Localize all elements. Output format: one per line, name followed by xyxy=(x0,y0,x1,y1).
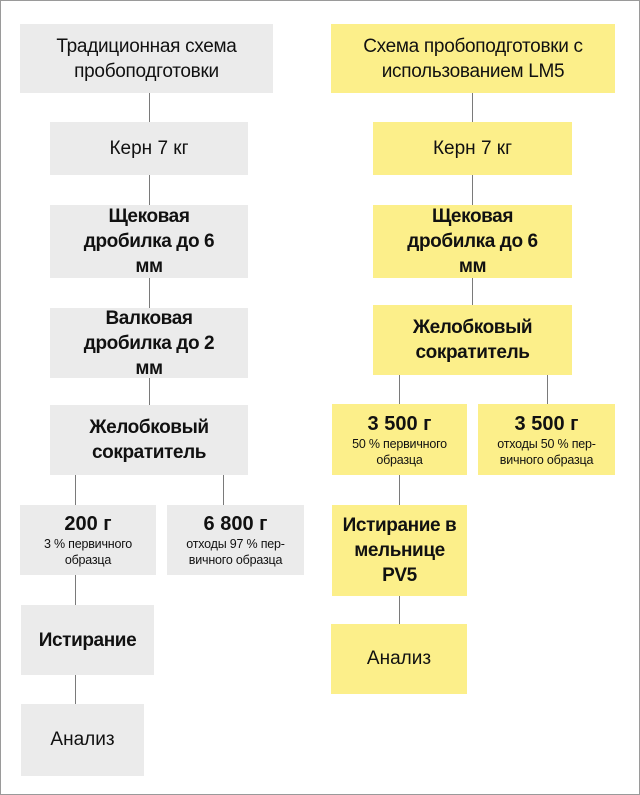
connector xyxy=(472,93,473,122)
connector xyxy=(75,575,76,605)
jaw-crusher-label: Щековая дробилка до 6 мм xyxy=(83,206,215,277)
analysis-label: Анализ xyxy=(366,648,432,669)
waste-note: отходы 50 % пер-вичного образца xyxy=(497,436,596,467)
waste-mass: 6 800 г xyxy=(203,513,268,535)
connector xyxy=(399,596,400,624)
connector xyxy=(149,93,150,122)
lm5-title-text: Схема пробоподготовки с использованием LM5 xyxy=(363,35,583,82)
connector xyxy=(75,675,76,704)
lm5-sample-box xyxy=(332,404,467,475)
riffle-splitter-label: Желобковый сократитель xyxy=(412,317,533,363)
connector xyxy=(149,175,150,205)
traditional-title-text: Традиционная схема пробоподготовки xyxy=(56,35,237,82)
lm5-riffle-splitter-box xyxy=(373,305,572,375)
traditional-roll-crusher-box xyxy=(50,308,248,378)
connector xyxy=(547,375,548,404)
traditional-riffle-splitter-box xyxy=(50,405,248,475)
core-label: Керн 7 кг xyxy=(432,137,513,159)
traditional-waste-box xyxy=(167,505,304,575)
sample-note: 3 % первичного образца xyxy=(43,537,133,567)
lm5-title xyxy=(331,24,615,93)
riffle-splitter-label: Желобковый сократитель xyxy=(89,417,209,463)
lm5-waste-box xyxy=(478,404,615,475)
waste-mass: 3 500 г xyxy=(514,412,579,435)
connector xyxy=(472,278,473,305)
traditional-core-box xyxy=(50,122,248,175)
grinding-label: Истирание в мельнице PV5 xyxy=(342,515,457,586)
traditional-jaw-crusher-box xyxy=(50,205,248,278)
sample-mass: 200 г xyxy=(64,513,112,535)
analysis-label: Анализ xyxy=(50,729,115,750)
core-label: Керн 7 кг xyxy=(109,137,189,159)
connector xyxy=(149,278,150,308)
lm5-analysis-box xyxy=(331,624,467,694)
sample-note: 50 % первичного образца xyxy=(352,436,447,467)
connector xyxy=(149,378,150,405)
connector xyxy=(75,475,76,505)
traditional-title xyxy=(20,24,273,93)
roll-crusher-label: Валковая дробилка до 2 мм xyxy=(83,307,215,379)
waste-note: отходы 97 % пер-вичного образца xyxy=(186,537,285,567)
traditional-grinding-box xyxy=(21,605,154,675)
connector xyxy=(399,475,400,505)
jaw-crusher-label: Щековая дробилка до 6 мм xyxy=(407,206,538,277)
lm5-jaw-crusher-box xyxy=(373,205,572,278)
lm5-grinding-box xyxy=(332,505,467,596)
connector xyxy=(399,375,400,404)
grinding-label: Истирание xyxy=(38,629,137,651)
lm5-core-box xyxy=(373,122,572,175)
sample-mass: 3 500 г xyxy=(367,412,432,435)
connector xyxy=(472,175,473,205)
connector xyxy=(223,475,224,505)
traditional-analysis-box xyxy=(21,704,144,776)
traditional-sample-box xyxy=(20,505,156,575)
